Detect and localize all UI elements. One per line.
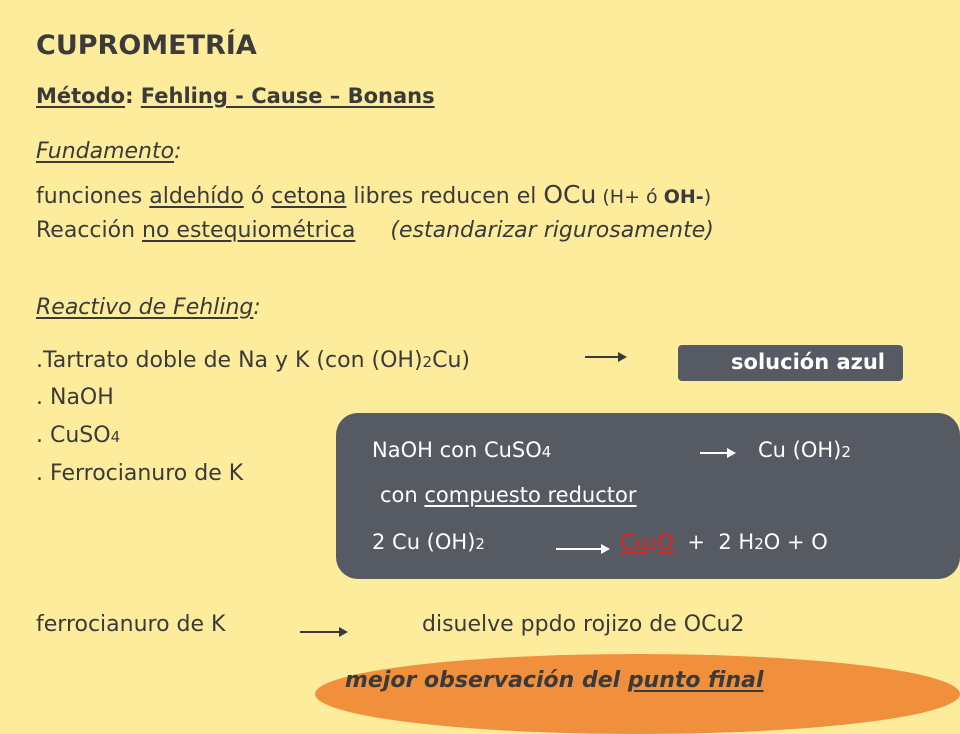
box-row-3-left: [372, 530, 485, 554]
reactivo-heading: Reactivo de Fehling:: [36, 295, 261, 320]
cetona-term: cetona: [271, 184, 347, 209]
reagent-item-2: [36, 385, 114, 410]
reagent-item-1: [36, 348, 470, 373]
box-sub: 2: [754, 535, 764, 553]
cu2o-sub: 2: [647, 535, 658, 553]
standardize-note: (estandarizar rigurosamente): [390, 218, 714, 243]
ferro-left: ferrocianuro de K: [36, 612, 226, 637]
result-text: solución azul: [731, 350, 885, 374]
no-estequiometrica-term: no estequiométrica: [142, 218, 356, 243]
reagent-text: . Ferrocianuro de K: [36, 461, 244, 486]
reagent-tail: Cu): [432, 348, 470, 373]
arrow-right-icon: [300, 631, 346, 633]
fundamento-heading-text: Fundamento: [36, 139, 175, 164]
box-sub: 4: [541, 443, 552, 461]
box-text: O + O: [763, 530, 828, 554]
page-title: CUPROMETRÍA: [36, 30, 257, 61]
fundamento-heading: Fundamento:: [36, 139, 182, 164]
method-line: [36, 84, 435, 108]
ferro-right: disuelve ppdo rojizo de OCu2: [422, 612, 745, 637]
text-segment: ó: [243, 184, 272, 209]
method-value: Fehling - Cause – Bonans: [140, 84, 435, 108]
arrow-right-icon: [585, 356, 625, 358]
reagent-sub: 2: [422, 353, 433, 371]
box-row-2: [380, 483, 637, 507]
box-row-3-right: [620, 530, 828, 554]
box-text: 2 Cu (OH): [372, 530, 476, 554]
cu2o-formula: Cu: [620, 530, 648, 554]
box-sub: 2: [841, 443, 851, 461]
box-text: con: [380, 483, 425, 507]
reagent-text: . NaOH: [36, 385, 114, 410]
reagent-item-4: [36, 461, 243, 486]
text-segment: libres reducen el: [346, 184, 544, 209]
aldehido-term: aldehído: [149, 184, 244, 209]
box-sub: 2: [475, 535, 485, 553]
box-row-1-right: [758, 438, 851, 462]
cu2o-formula-end: O: [657, 530, 675, 554]
box-text: Cu (OH): [758, 438, 842, 462]
reducing-compound: compuesto reductor: [424, 483, 637, 507]
reagent-text: . CuSO: [36, 423, 111, 448]
text-segment: ): [703, 186, 712, 208]
reagent-item-3: [36, 423, 120, 448]
method-label: Método: [36, 84, 126, 108]
box-row-1-left: [372, 438, 551, 462]
oh-term: OH-: [663, 186, 704, 208]
highlight-ellipse: [315, 654, 960, 734]
fundamento-line-1: [36, 180, 711, 209]
box-text: + 2 H: [674, 530, 755, 554]
fundamento-line-2: [36, 218, 714, 243]
ocu-term: OCu: [543, 180, 597, 209]
text-segment: Reacción: [36, 218, 143, 243]
reagent-text: .Tartrato doble de Na y K (con (OH): [36, 348, 423, 373]
arrow-right-icon: [700, 452, 734, 454]
reactivo-heading-text: Reactivo de Fehling: [36, 295, 254, 320]
end-point-term: punto final: [627, 668, 764, 693]
text-segment: (H+ ó: [596, 186, 664, 208]
arrow-right-icon: [556, 548, 608, 550]
observation-note: [345, 668, 764, 693]
text-segment: funciones: [36, 184, 150, 209]
box-text: NaOH con CuSO: [372, 438, 542, 462]
result-badge: [678, 345, 903, 381]
observation-text: mejor observación del: [345, 668, 628, 693]
reagent-sub: 4: [110, 428, 121, 446]
reaction-box: [336, 413, 960, 579]
method-sep: :: [125, 84, 134, 108]
